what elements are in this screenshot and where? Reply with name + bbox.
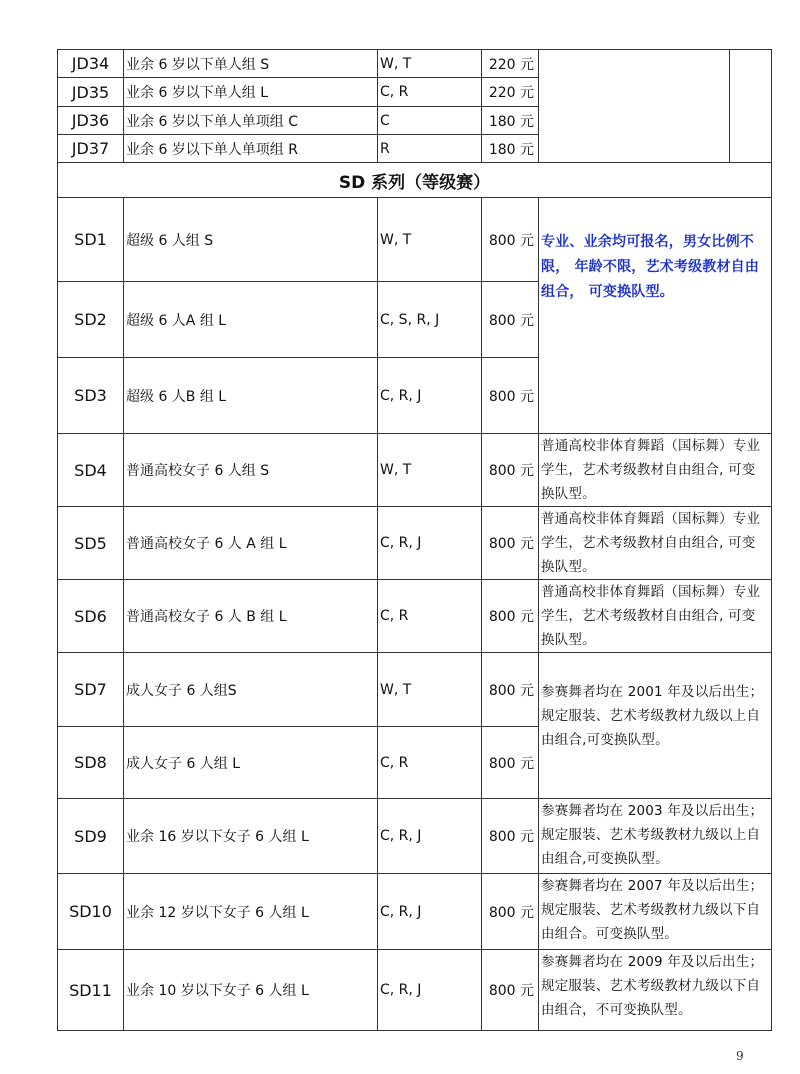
event-code: SD1 [58, 198, 124, 282]
page-number: 9 [736, 1049, 744, 1063]
event-code: SD9 [58, 799, 124, 874]
competition-table [57, 49, 772, 1031]
event-name: 普通高校女子 6 人组 S [124, 434, 378, 507]
table-row [58, 874, 772, 950]
event-code: SD4 [58, 434, 124, 507]
event-code: SD6 [58, 580, 124, 653]
eligibility-note: 专业、业余均可报名，男女比例不限， 年龄不限，艺术考级教材自由组合， 可变换队型。 [539, 198, 772, 434]
event-code: JD35 [58, 78, 124, 107]
event-dances: R [378, 135, 482, 163]
eligibility-note: 普通高校非体育舞蹈（国标舞）专业学生，艺术考级教材自由组合, 可变换队型。 [539, 434, 772, 507]
event-code: SD7 [58, 653, 124, 727]
event-code: JD36 [58, 107, 124, 135]
event-fee: 800 元 [482, 507, 539, 580]
event-fee: 180 元 [482, 107, 539, 135]
event-name: 业余 6 岁以下单人组 S [124, 50, 378, 78]
event-fee: 800 元 [482, 282, 539, 358]
event-fee: 800 元 [482, 434, 539, 507]
event-name: 业余 6 岁以下单人单项组 C [124, 107, 378, 135]
event-name: 业余 6 岁以下单人单项组 R [124, 135, 378, 163]
event-name: 成人女子 6 人组S [124, 653, 378, 727]
table-row [58, 507, 772, 580]
eligibility-note: 普通高校非体育舞蹈（国标舞）专业学生，艺术考级教材自由组合, 可变换队型。 [539, 507, 772, 580]
eligibility-note: 参赛舞者均在 2007 年及以后出生； 规定服装、艺术考级教材九级以下自由组合。可变换队型。 [539, 874, 772, 950]
table-row [58, 799, 772, 874]
eligibility-note: 参赛舞者均在 2001 年及以后出生； 规定服装、艺术考级教材九级以上自由组合,可变换队型。 [539, 653, 772, 799]
event-name: 普通高校女子 6 人 A 组 L [124, 507, 378, 580]
event-name: 普通高校女子 6 人 B 组 L [124, 580, 378, 653]
event-name: 业余 12 岁以下女子 6 人组 L [124, 874, 378, 950]
eligibility-note: 参赛舞者均在 2003 年及以后出生； 规定服装、艺术考级教材九级以上自由组合,可变换队型。 [539, 799, 772, 874]
event-code: SD10 [58, 874, 124, 950]
event-fee: 800 元 [482, 358, 539, 434]
section-header-row [58, 163, 772, 198]
event-dances: C, R [378, 727, 482, 799]
event-code: SD2 [58, 282, 124, 358]
event-dances: W, T [378, 50, 482, 78]
table-row [58, 950, 772, 1031]
eligibility-note: 普通高校非体育舞蹈（国标舞）专业学生，艺术考级教材自由组合, 可变换队型。 [539, 580, 772, 653]
event-dances: C, R, J [378, 799, 482, 874]
event-dances: C, R [378, 580, 482, 653]
section-title: SD 系列（等级赛） [58, 163, 772, 198]
event-fee: 800 元 [482, 874, 539, 950]
event-dances: C, R, J [378, 874, 482, 950]
event-code: SD11 [58, 950, 124, 1031]
event-name: 超级 6 人组 S [124, 198, 378, 282]
table-row [58, 198, 772, 282]
event-name: 业余 16 岁以下女子 6 人组 L [124, 799, 378, 874]
event-name: 超级 6 人B 组 L [124, 358, 378, 434]
event-fee: 800 元 [482, 727, 539, 799]
event-name: 业余 10 岁以下女子 6 人组 L [124, 950, 378, 1031]
table-row [58, 50, 772, 78]
event-fee: 800 元 [482, 653, 539, 727]
event-code: SD3 [58, 358, 124, 434]
event-code: JD34 [58, 50, 124, 78]
event-fee: 800 元 [482, 198, 539, 282]
event-dances: C, R, J [378, 507, 482, 580]
event-fee: 220 元 [482, 78, 539, 107]
event-name: 超级 6 人A 组 L [124, 282, 378, 358]
event-dances: W, T [378, 653, 482, 727]
event-code: SD8 [58, 727, 124, 799]
event-dances: C, R, J [378, 950, 482, 1031]
event-fee: 180 元 [482, 135, 539, 163]
event-dances: W, T [378, 434, 482, 507]
event-dances: C, R, J [378, 358, 482, 434]
event-dances: C, S, R, J [378, 282, 482, 358]
event-fee: 800 元 [482, 580, 539, 653]
event-code: SD5 [58, 507, 124, 580]
event-code: JD37 [58, 135, 124, 163]
table-row [58, 653, 772, 727]
event-name: 成人女子 6 人组 L [124, 727, 378, 799]
note-cell-empty [539, 50, 730, 163]
event-name: 业余 6 岁以下单人组 L [124, 78, 378, 107]
extra-cell-empty [730, 50, 772, 163]
eligibility-note: 参赛舞者均在 2009 年及以后出生； 规定服装、艺术考级教材九级以下自由组合，不可变换队型。 [539, 950, 772, 1031]
event-dances: C [378, 107, 482, 135]
table-row [58, 434, 772, 507]
event-dances: C, R [378, 78, 482, 107]
table-row [58, 580, 772, 653]
event-dances: W, T [378, 198, 482, 282]
event-fee: 220 元 [482, 50, 539, 78]
event-fee: 800 元 [482, 799, 539, 874]
event-fee: 800 元 [482, 950, 539, 1031]
